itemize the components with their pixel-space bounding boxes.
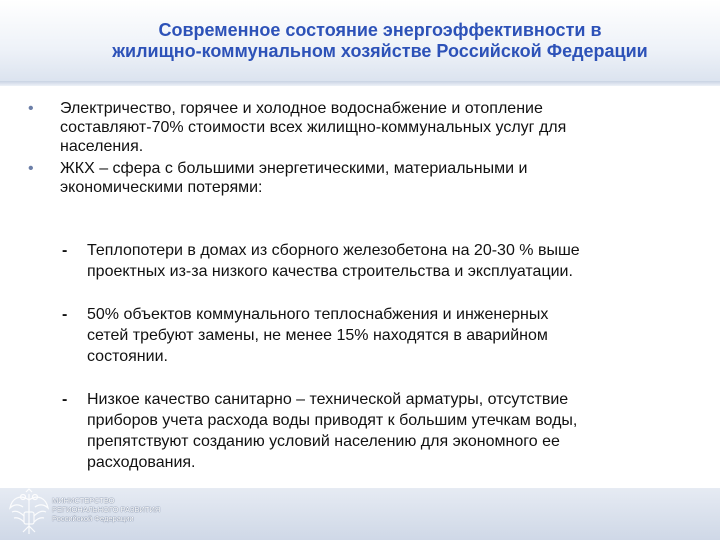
- bullet-list: [28, 99, 708, 200]
- bullet-marker: •: [28, 100, 34, 117]
- sub-item: [62, 240, 702, 282]
- dash-marker: -: [62, 306, 68, 323]
- sub-item-text-line: состоянии.: [87, 348, 168, 365]
- sub-item-text-line: Теплопотери в домах из сборного железобетона на 20-30 % выше: [87, 242, 580, 259]
- slide-title: [60, 20, 700, 62]
- ministry-caption: [52, 496, 160, 523]
- bullet-text: [60, 159, 708, 197]
- sub-item-text-line: проектных из-за низкого качества строительства и эксплуатации.: [87, 263, 573, 280]
- bullet-text-line: составляют-70% стоимости всех жилищно-коммунальных услуг для: [60, 119, 567, 136]
- sub-item-text-line: расходования.: [87, 454, 196, 471]
- sub-item-text: [87, 240, 702, 282]
- bullet-text: [60, 99, 708, 156]
- ministry-line: Российской Федерации: [52, 514, 134, 523]
- ministry-line: МИНИСТЕРСТВО: [52, 496, 115, 505]
- header-divider: [0, 81, 720, 86]
- slide-title-line: жилищно-коммунальном хозяйстве Российской Федерации: [112, 41, 648, 61]
- ministry-line: РЕГИОНАЛЬНОГО РАЗВИТИЯ: [52, 505, 161, 514]
- sub-item-text-line: приборов учета расхода воды приводят к большим утечкам воды,: [87, 412, 578, 429]
- dash-marker: -: [62, 391, 68, 408]
- bullet-marker: •: [28, 160, 34, 177]
- slide-title-line: Современное состояние энергоэффективности в: [158, 20, 602, 40]
- sub-item-text-line: препятствуют созданию условий населению для экономного ее: [87, 433, 560, 450]
- bullet-text-line: ЖКХ – сфера с большими энергетическими, материальными и: [60, 160, 528, 177]
- bullet-item: [28, 99, 708, 156]
- sub-item-text: [87, 304, 702, 367]
- dash-marker: -: [62, 242, 68, 259]
- sub-item: [62, 304, 702, 367]
- sub-item: [62, 389, 702, 473]
- bullet-text-line: экономическими потерями:: [60, 179, 263, 196]
- sub-item-text-line: 50% объектов коммунального теплоснабжения и инженерных: [87, 306, 549, 323]
- sub-item-list: [62, 240, 702, 495]
- bullet-text-line: населения.: [60, 138, 144, 155]
- sub-item-text-line: Низкое качество санитарно – технической арматуры, отсутствие: [87, 391, 569, 408]
- bullet-item: [28, 159, 708, 197]
- sub-item-text: [87, 389, 702, 473]
- double-headed-eagle-emblem-icon: [6, 488, 52, 540]
- bullet-text-line: Электричество, горячее и холодное водоснабжение и отопление: [60, 100, 543, 117]
- sub-item-text-line: сетей требуют замены, не менее 15% находятся в аварийном: [87, 327, 548, 344]
